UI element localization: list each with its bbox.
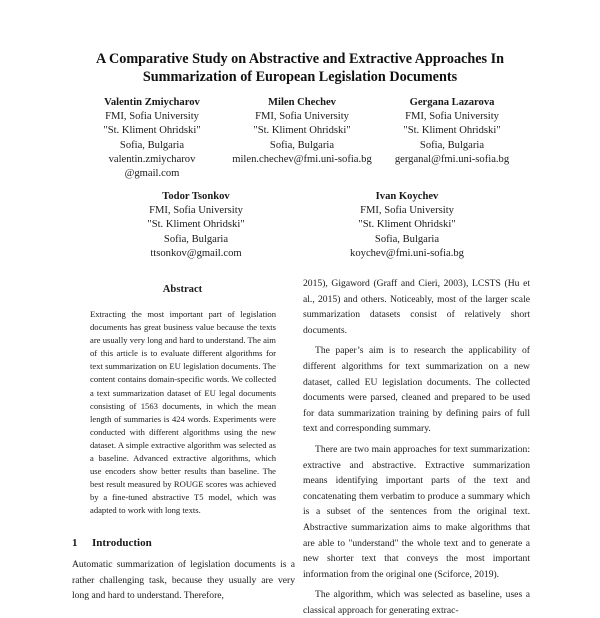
- author-location: Sofia, Bulgaria: [269, 139, 335, 151]
- author-block: [126, 190, 266, 261]
- author-block: [222, 96, 382, 167]
- author-block: [332, 190, 482, 261]
- section-heading-introduction: [72, 537, 152, 549]
- author-name: Gergana Lazarova: [409, 97, 495, 108]
- author-block: [382, 96, 522, 167]
- abstract-paragraph: Extracting the most important part of legislation documents has great business value because the texts are usually very long and hard to understand. The aim of this article is to evaluate different algorithms for text summarization on EU legislation documents. The content contains domain-specific words. We collected a text summarization dataset of EU legal documents consisting of 1563 documents, in which the mean length of summaries is 424 words. Experiments were conducted with different algorithms using the new dataset. A simple extractive algorithm was selected as a baseline. Advanced extractive algorithms, which use encoders show better results than baseline. The best result measured by ROUGE scores was achieved by a fine-tuned abstractive T5 model, which was adapted to work with long texts.: [90, 309, 276, 516]
- author-affiliation: FMI, Sofia University: [149, 205, 243, 217]
- author-location: Sofia, Bulgaria: [119, 139, 185, 151]
- author-name: Valentin Zmiycharov: [104, 97, 200, 108]
- author-affiliation: FMI, Sofia University: [255, 111, 349, 123]
- author-affiliation: FMI, Sofia University: [405, 111, 499, 123]
- author-location: Sofia, Bulgaria: [163, 233, 229, 245]
- author-location: Sofia, Bulgaria: [374, 233, 440, 245]
- author-location: Sofia, Bulgaria: [419, 139, 485, 151]
- author-email-cont: @gmail.com: [124, 168, 180, 180]
- abstract-body: [90, 308, 276, 518]
- author-name: Todor Tsonkov: [162, 191, 230, 202]
- title-line-1: A Comparative Study on Abstractive and Extractive Approaches In: [95, 51, 505, 67]
- title-line-2: Summarization of European Legislation Documents: [142, 69, 458, 85]
- author-email: koychev@fmi.uni-sofia.bg: [350, 247, 464, 259]
- author-name: Ivan Koychev: [375, 191, 439, 202]
- introduction-body: [72, 557, 295, 604]
- paragraph: 2015), Gigaword (Graff and Cieri, 2003), LCSTS (Hu et al., 2015) and others. Noticeably, most of the larger scale summarization datasets consist of relatively short documents.: [303, 278, 530, 336]
- introduction-paragraph: Automatic summarization of legislation documents is a rather challenging task, because they usually are very long and hard to understand. Therefore,: [72, 559, 295, 602]
- author-institute: "St. Kliment Ohridski": [403, 125, 501, 137]
- paragraph: The paper’s aim is to research the applicability of different algorithms for text summarization on a new dataset, called EU legislation documents. The collected documents were parsed, cleaned and prepared to be used for data summarization training by defining pairs of full text and corresponding summary.: [303, 345, 530, 435]
- author-institute: "St. Kliment Ohridski": [103, 125, 201, 137]
- author-institute: "St. Kliment Ohridski": [253, 125, 351, 137]
- paragraph: The algorithm, which was selected as baseline, uses a classical approach for generating extrac-: [303, 589, 530, 616]
- author-block: [82, 96, 222, 181]
- author-email: ttsonkov@gmail.com: [150, 247, 242, 259]
- paragraph: There are two main approaches for text summarization: extractive and abstractive. Extractive summarization means identifying important parts of the text and concatenating them verbatim to produce a summary which is a subset of the sentences from the original text. Abstractive summarization aims to make algorithms that are able to "understand" the whole text and to generate a new shorter text that conveys the most important information from the original one (Sciforce, 2019).: [303, 443, 530, 580]
- author-institute: "St. Kliment Ohridski": [147, 219, 245, 231]
- author-email: gerganal@fmi.uni-sofia.bg: [394, 153, 510, 165]
- section-number: 1: [72, 537, 78, 549]
- author-email: valentin.zmiycharov: [108, 153, 196, 165]
- section-title: Introduction: [92, 537, 152, 549]
- author-affiliation: FMI, Sofia University: [360, 205, 454, 217]
- right-column: [303, 276, 530, 618]
- author-affiliation: FMI, Sofia University: [105, 111, 199, 123]
- author-name: Milen Chechev: [268, 97, 336, 108]
- paper-title: [60, 50, 540, 86]
- author-email: milen.chechev@fmi.uni-sofia.bg: [232, 153, 372, 165]
- author-institute: "St. Kliment Ohridski": [358, 219, 456, 231]
- abstract-heading: Abstract: [162, 284, 203, 295]
